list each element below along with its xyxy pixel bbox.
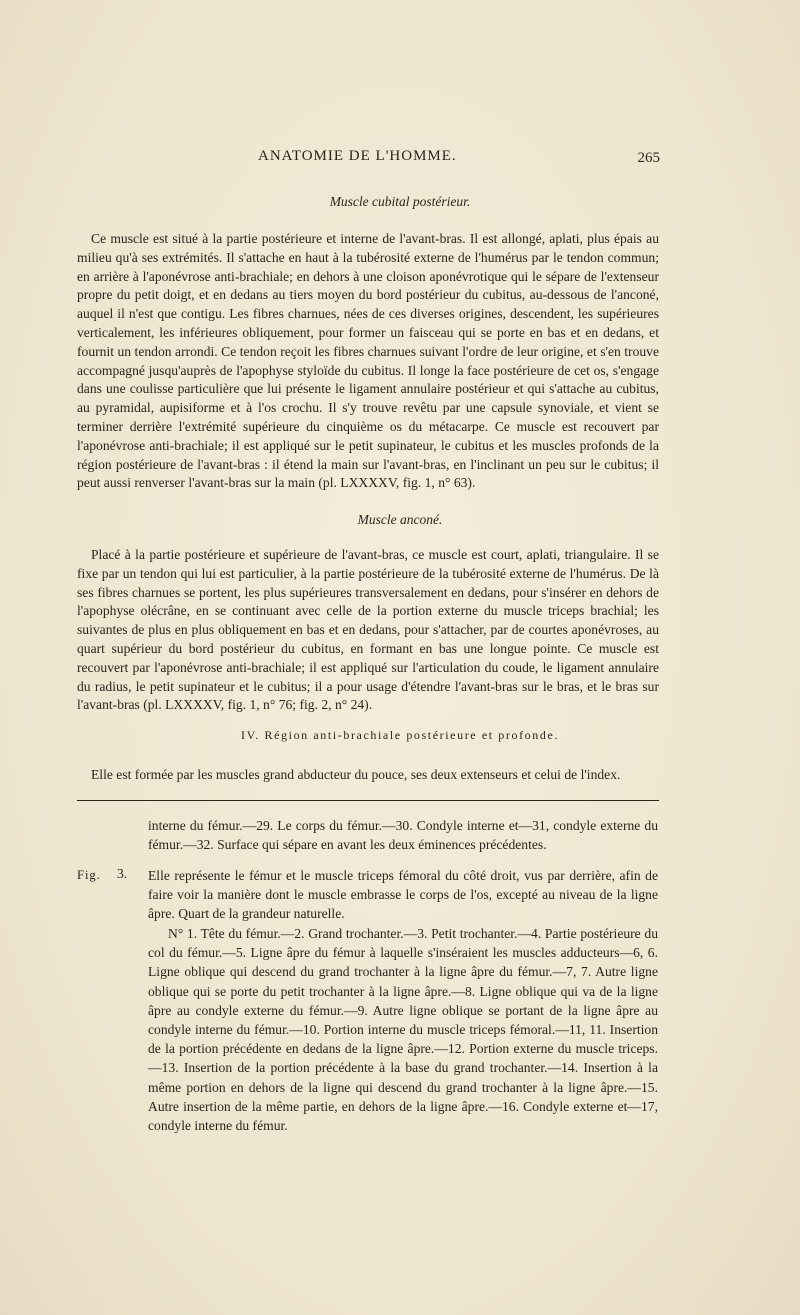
figure-label: Fig.: [77, 868, 101, 882]
footnote-rule: [77, 800, 659, 801]
figure-continuation: interne du fémur.—29. Le corps du fémur.—30. Condyle interne et—31, condyle externe du fémur.—32. Surface qui sépare en avant les deux éminences précédentes.: [148, 818, 658, 853]
running-title: ANATOMIE DE L'HOMME.: [258, 148, 457, 164]
region-paragraph: [77, 766, 659, 785]
region-paragraph-text: Elle est formée par les muscles grand abducteur du pouce, ses deux extenseurs et celui de l'index.: [91, 767, 621, 782]
paragraph-cubital-text: Ce muscle est situé à la partie postérieure et interne de l'avant-bras. Il est allongé, aplati, plus épais au milieu qu'à ses extrémités. Il s'attache en haut à la tubérosité externe de l'humérus par le tendon commun; en arrière à l'aponévrose anti-brachiale; en dehors à une cloison aponévrotique qui le sépare de l'extenseur propre du petit doigt, et en dedans au tiers moyen du bord postérieur du cubitus, au-dessous de l'anconé, auquel il n'est que contigu. Les fibres charnues, nées de ces diverses origines, descendent, les supérieures verticalement, les inférieures obliquement, pour former un faisceau qui se porte en bas et en dedans, et fournit un tendon arrondi. Ce tendon reçoit les fibres charnues suivant l'ordre de leur origine, et s'en trouve accompagné jusqu'auprès de l'apophyse styloïde du cubitus. Il longe la face postérieure de cet os, s'engage dans une coulisse particulière que lui présente le ligament annulaire postérieur et qui s'attache au cubitus, au pyramidal, aupisiforme et à l'os crochu. Il s'y trouve revêtu par une capsule synoviale, et vient se terminer derrière l'extrémité supérieure du cinquième os du métacarpe. Ce muscle est recouvert par l'aponévrose anti-brachiale; il est appliqué sur le petit supinateur, le cubitus et les muscles profonds de la région postérieure de l'avant-bras : il étend la main sur l'avant-bras, en l'inclinant un peu sur le cubitus; il peut aussi renverser l'avant-bras sur la main (pl. LXXXXV, fig. 1, n° 63).: [77, 231, 659, 491]
region-heading: IV. Région anti-brachiale postérieure et profonde.: [240, 728, 560, 742]
paragraph-cubital: [77, 230, 659, 493]
section-title-ancone: Muscle anconé.: [357, 512, 443, 527]
section-title-cubital: Muscle cubital postérieur.: [329, 194, 471, 209]
figure-description: Elle représente le fémur et le muscle triceps fémoral du côté droit, vus par derrière, afin de faire voir la manière dont le muscle embrasse le corps de l'os, excepté au niveau de la ligne âpre. Quart de la grandeur naturelle.: [148, 868, 658, 922]
page-number: 265: [637, 150, 660, 166]
paragraph-ancone-text: Placé à la partie postérieure et supérieure de l'avant-bras, ce muscle est court, aplati, triangulaire. Il se fixe par un tendon qui lui est particulier, à la partie postérieure de la tubérosité externe de l'humérus. De là ses fibres charnues se portent, les plus supérieures transversalement en dedans, pour s'insérer en dehors de l'apophyse olécrâne, en se continuant avec celle de la portion externe du muscle triceps brachial; les suivantes de plus en plus obliquement en bas et en dedans, pour s'attacher, par de courtes aponévroses, au quart supérieur du bord postérieur du cubitus, en formant en bas une longue pointe. Ce muscle est recouvert par l'aponévrose anti-brachiale; il est appliqué sur l'articulation du coude, le ligament annulaire du radius, le petit supinateur et le cubitus; il a pour usage d'étendre l'avant-bras sur le bras, et le bras sur l'avant-bras (pl. LXXXXV, fig. 1, n° 76; fig. 2, n° 24).: [77, 547, 659, 713]
page-header: [0, 148, 800, 172]
paragraph-ancone: [77, 546, 659, 715]
figure-legend: [148, 924, 658, 1135]
figure-legend-text: N° 1. Tête du fémur.—2. Grand trochanter.—3. Petit trochanter.—4. Partie postérieure du col du fémur.—5. Ligne âpre du fémur à laquelle s'inséraient les muscles adducteurs—6, 6. Ligne oblique qui descend du grand trochanter à la ligne âpre du fémur.—7, 7. Autre ligne oblique qui se porte du petit trochanter à la ligne âpre.—8. Ligne oblique qui va de la ligne âpre au condyle externe du fémur.—9. Autre ligne oblique se portant de la ligne âpre au condyle interne du fémur.—10. Portion interne du muscle triceps fémoral.—11, 11. Insertion de la portion précédente en dedans de la ligne âpre.—12. Portion externe du muscle triceps.—13. Insertion de la portion précédente à la base du grand trochanter.—14. Insertion à la même portion en dehors de la ligne qui descend du grand trochanter à la ligne âpre.—15. Autre insertion de la même partie, en dehors de la ligne âpre.—16. Condyle externe et—17, condyle interne du fémur.: [148, 926, 658, 1134]
figure-number: 3.: [117, 866, 128, 881]
